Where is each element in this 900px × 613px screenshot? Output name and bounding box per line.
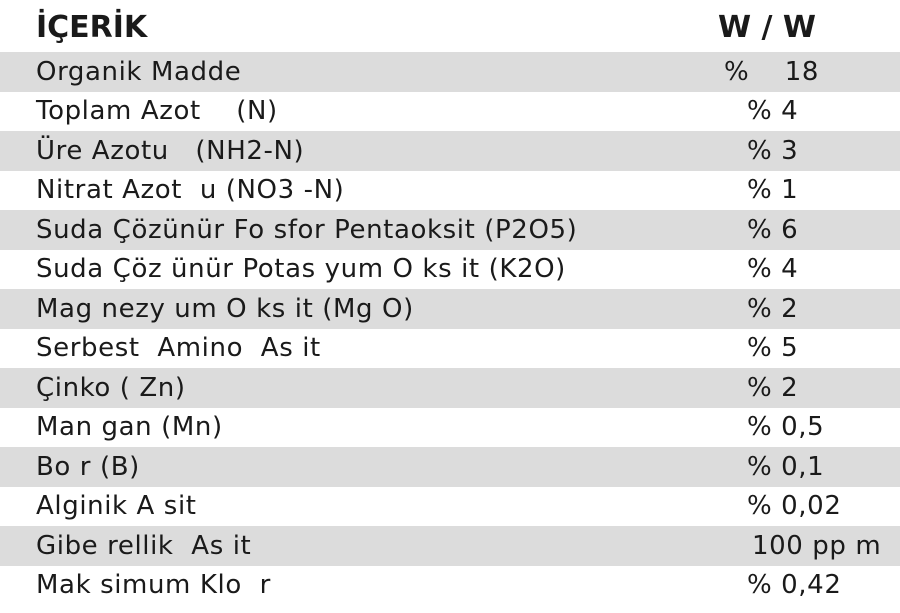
table-row: [0, 289, 900, 329]
ingredient-name: Serbest Amino As it: [36, 333, 321, 364]
ingredient-name: Gibe rellik As it: [36, 530, 252, 561]
ingredient-value: % 0,5: [747, 412, 825, 443]
ingredient-value: % 2: [747, 293, 799, 324]
ingredient-value: % 0,02: [747, 491, 842, 522]
ingredient-name: Organik Madde: [36, 56, 242, 87]
header-unit-label: W / W: [718, 10, 817, 45]
table-row: [0, 447, 900, 487]
table-row: [0, 566, 900, 606]
table-row: [0, 368, 900, 408]
ingredient-value: % 0,1: [747, 451, 825, 482]
ingredient-name: Alginik A sit: [36, 491, 197, 522]
header-ingredients-label: İÇERİK: [36, 10, 148, 45]
table-header: [0, 0, 900, 52]
ingredient-name: Üre Azotu (NH2-N): [36, 135, 305, 166]
ingredient-value: % 5: [747, 333, 799, 364]
table-row: [0, 131, 900, 171]
ingredient-name: Bo r (B): [36, 451, 140, 482]
ingredient-value: % 18: [724, 56, 820, 87]
ingredient-value: % 1: [747, 175, 799, 206]
table-row: [0, 92, 900, 132]
ingredient-value: % 4: [747, 96, 799, 127]
ingredient-name: Suda Çöz ünür Potas yum O ks it (K2O): [36, 254, 566, 285]
table-row: [0, 210, 900, 250]
ingredient-value: % 0,42: [747, 570, 842, 601]
table-row: [0, 526, 900, 566]
ingredient-name: Nitrat Azot u (NO3 -N): [36, 175, 345, 206]
ingredient-value: 100 pp m: [752, 530, 882, 561]
ingredient-name: Man gan (Mn): [36, 412, 223, 443]
ingredient-value: % 6: [747, 214, 799, 245]
ingredient-name: Mag nezy um O ks it (Mg O): [36, 293, 414, 324]
table-row: [0, 52, 900, 92]
ingredient-value: % 2: [747, 372, 799, 403]
ingredient-name: Çinko ( Zn): [36, 372, 186, 403]
ingredient-name: Toplam Azot (N): [36, 96, 278, 127]
ingredient-value: % 3: [747, 135, 799, 166]
table-row: [0, 408, 900, 448]
table-row: [0, 487, 900, 527]
table-row: [0, 250, 900, 290]
ingredient-name: Mak simum Klo r: [36, 570, 271, 601]
table-row: [0, 171, 900, 211]
table-row: [0, 329, 900, 369]
ingredient-value: % 4: [747, 254, 799, 285]
ingredient-name: Suda Çözünür Fo sfor Pentaoksit (P2O5): [36, 214, 578, 245]
